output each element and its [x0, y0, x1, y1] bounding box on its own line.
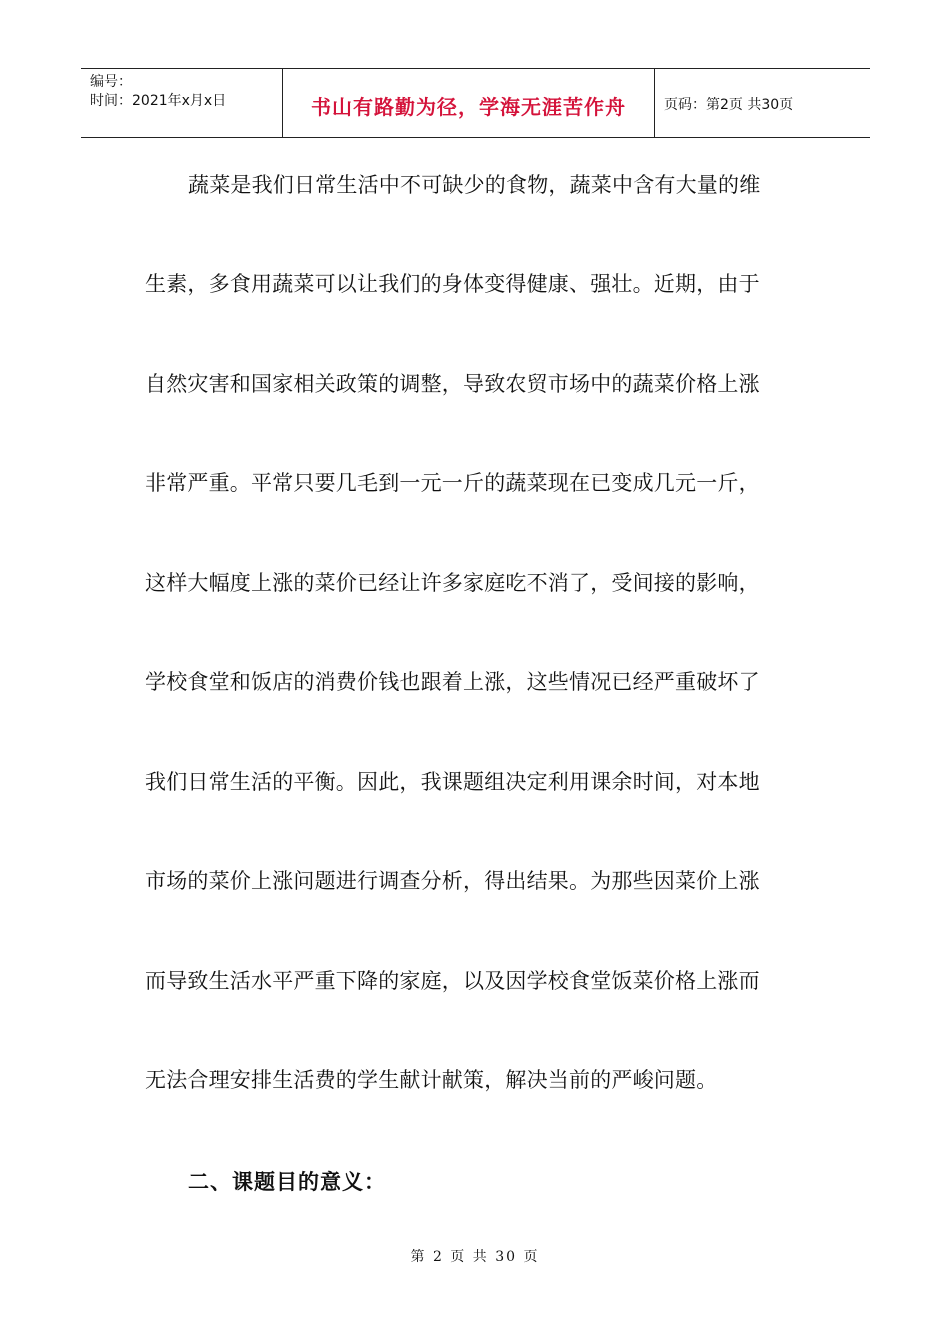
header-page-info: 页码：第2页 共30页: [664, 97, 794, 113]
paragraph-line: 蔬菜是我们日常生活中不可缺少的食物，蔬菜中含有大量的维: [188, 173, 761, 197]
paragraph-line: 生素，多食用蔬菜可以让我们的身体变得健康、强壮。近期，由于: [145, 272, 760, 296]
paragraph-line: 这样大幅度上涨的菜价已经让许多家庭吃不消了，受间接的影响，: [145, 571, 760, 595]
document-header: [81, 68, 870, 138]
paragraph-line: 我们日常生活的平衡。因此，我课题组决定利用课余时间，对本地: [145, 770, 760, 794]
section-heading: 二、课题目的意义：: [188, 1170, 386, 1194]
header-meta: [81, 69, 282, 137]
paragraph-line: 自然灾害和国家相关政策的调整，导致农贸市场中的蔬菜价格上涨: [145, 372, 760, 396]
paragraph-line: 而导致生活水平严重下降的家庭，以及因学校食堂饭菜价格上涨而: [145, 969, 760, 993]
paragraph-line: 学校食堂和饭店的消费价钱也跟着上涨，这些情况已经严重破坏了: [145, 670, 760, 694]
header-motto: 书山有路勤为径，学海无涯苦作舟: [282, 69, 655, 137]
paragraph-line: 市场的菜价上涨问题进行调查分析，得出结果。为那些因菜价上涨: [145, 869, 760, 893]
paragraph-line: 非常严重。平常只要几毛到一元一斤的蔬菜现在已变成几元一斤，: [145, 471, 760, 495]
number-label: 编号：: [90, 74, 132, 90]
page-footer: 第 2 页 共 30 页: [410, 1249, 540, 1265]
time-label: 时间：2021年x月x日: [90, 93, 227, 109]
paragraph-line: 无法合理安排生活费的学生献计献策，解决当前的严峻问题。: [145, 1068, 718, 1092]
